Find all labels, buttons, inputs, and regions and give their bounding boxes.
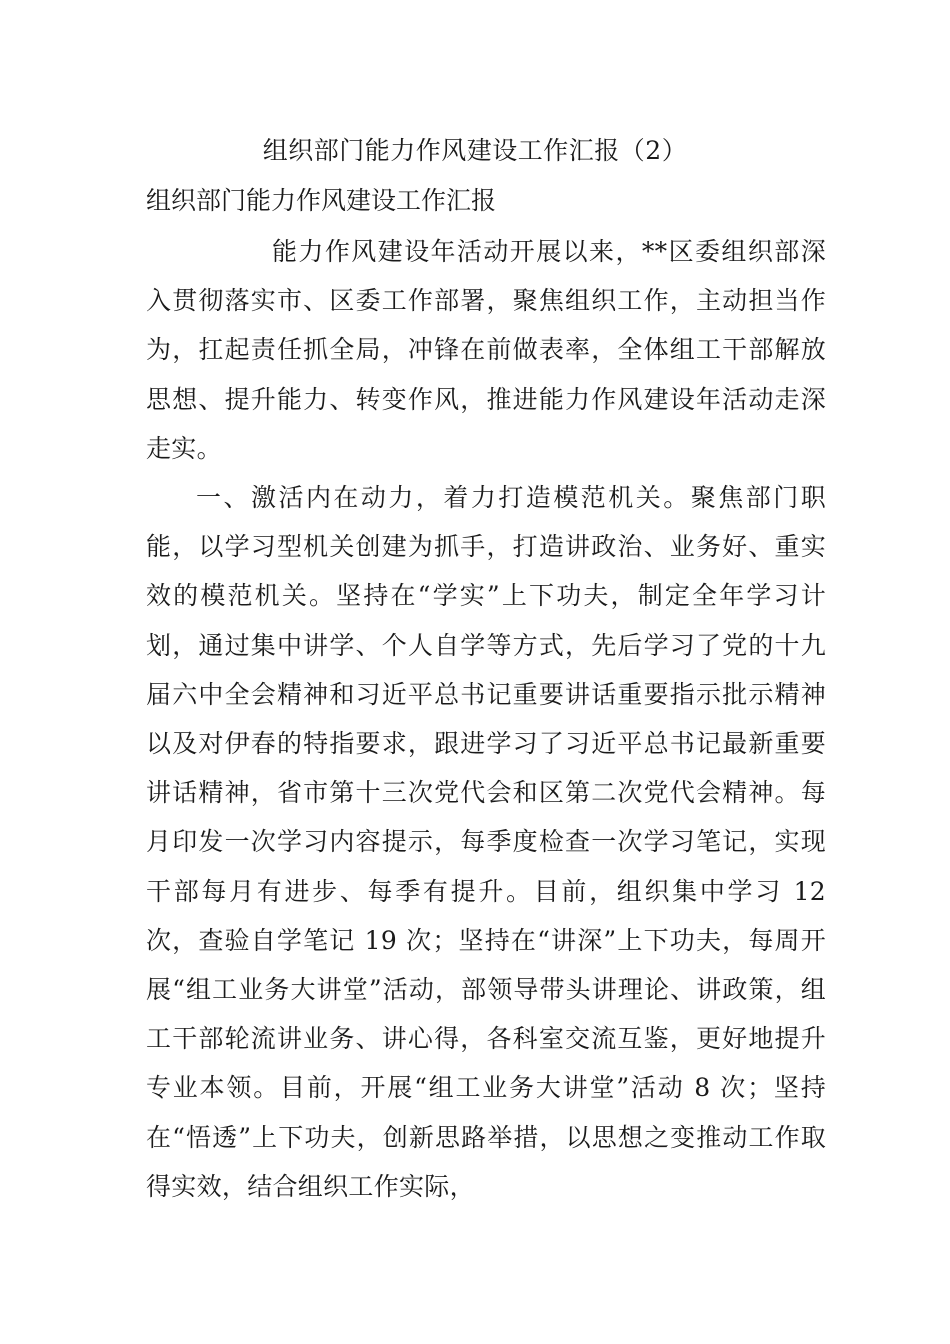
paragraph-intro: 能力作风建设年活动开展以来，**区委组织部深入贯彻落实市、区委工作部署，聚焦组织工作，主动担当作为，扛起责任抓全局，冲锋在前做表率，全体组工干部解放思想、提升能力、转变作风，推进能力作风建设年活动走深走实。 [146,237,826,463]
document-title: 组织部门能力作风建设工作汇报（2） [262,136,688,165]
paragraph-section-one: 一、激活内在动力，着力打造模范机关。聚焦部门职能，以学习型机关创建为抓手，打造讲政治、业务好、重实效的模范机关。坚持在“学实”上下功夫，制定全年学习计划，通过集中讲学、个人自学等方式，先后学习了党的十九届六中全会精神和习近平总书记重要讲话重要指示批示精神以及对伊春的特指要求，跟进学习了习近平总书记最新重要讲话精神，省市第十三次党代会和区第二次党代会精神。每月印发一次学习内容提示，每季度检查一次学习笔记，实现干部每月有进步、每季有提升。目前，组织集中学习 12 次，查验自学笔记 19 次；坚持在“讲深”上下功夫，每周开展“组工业务大讲堂”活动，部领导带头讲理论、讲政策，组工干部轮流讲业务、讲心得，各科室交流互鉴，更好地提升专业本领。目前，开展“组工业务大讲堂”活动 8 次；坚持在“悟透”上下功夫，创新思路举措，以思想之变推动工作取得实效，结合组织工作实际， [146,483,826,1201]
document-subtitle: 组织部门能力作风建设工作汇报 [146,186,497,215]
